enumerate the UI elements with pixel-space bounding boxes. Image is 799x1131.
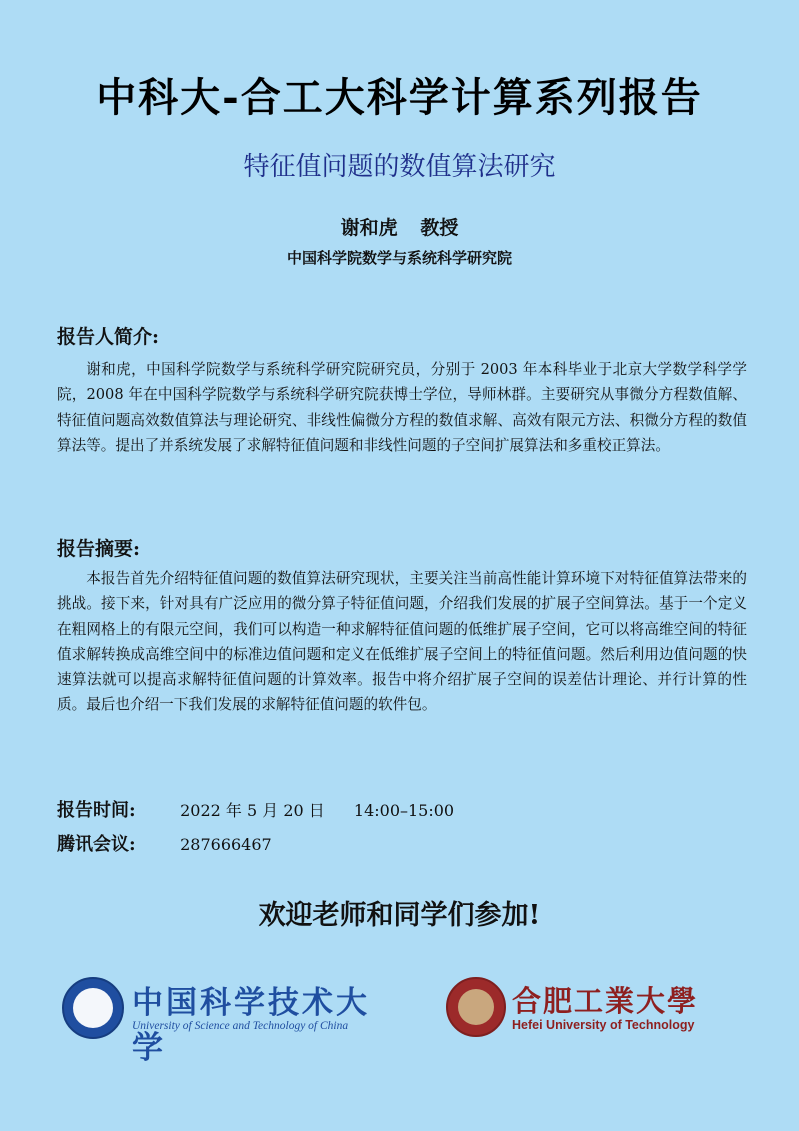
time-hours: 14:00–15:00 [353,801,455,820]
speaker-affiliation: 中国科学院数学与系统科学研究院 [286,249,512,267]
speaker-position: 教授 [420,217,459,239]
abstract-text: 本报告首先介绍特征值问题的数值算法研究现状，主要关注当前高性能计算环境下对特征值算法带来的挑战。接下来，针对具有广泛应用的微分算子特征值问题，介绍我们发展的扩展子空间算法。基于一个定义在粗网格上的有限元空间，我们可以构造一种求解特征值问题的低维扩展子空间，它可以将高维空间的特征值求解转换成高维空间中的标准边值问题和定义在低维扩展子空间上的特征值问题。然后利用边值问题的快速算法就可以提高求解特征值问题的计算效率。报告中将介绍扩展子空间的误差估计理论、并行计算的性质。最后也介绍一下我们发展的求解特征值问题的软件包。 [57,570,747,714]
ustc-name-cn: 中国科学技术大学 [132,985,370,1066]
bio-text: 谢和虎，中国科学院数学与系统科学研究院研究员，分别于 2003 年本科毕业于北京大学数学科学学院，2008 年在中国科学院数学与系统科学研究院获博士学位，导师林群。主要研究从事微分方程数值解、特征值问题高效数值算法与理论研究、非线性偏微分方程的数值求解、高效有限元方法、积微分方程的数值算法等。提出了并系统发展了求解特征值问题和非线性问题的子空间扩展算法和多重校正算法。 [57,361,747,454]
bio-heading: 报告人简介: [57,326,160,348]
abstract-heading: 报告摘要: [57,538,141,560]
meeting-id: 287666467 [180,835,272,854]
ustc-logo [62,975,402,1066]
speaker-name: 谢和虎 [340,217,398,239]
ustc-name-en: University of Science and Technology of China [132,1020,349,1032]
speaker [0,213,799,240]
hfut-name-cn: 合肥工業大學 [512,984,699,1018]
hfut-name-en: Hefei University of Technology [512,1018,695,1032]
time-label: 报告时间: [57,800,136,821]
talk-title: 特征值问题的数值算法研究 [243,152,556,182]
ustc-seal-icon [62,977,124,1039]
hfut-seal-icon [446,977,506,1037]
time-row [57,796,454,822]
meeting-row [57,830,272,856]
time-date: 2022 年 5 月 20 日 [180,801,325,820]
meeting-label: 腾讯会议: [57,834,136,855]
welcome-message: 欢迎老师和同学们参加! [258,900,541,931]
page-title: 中科大-合工大科学计算系列报告 [96,74,703,121]
hfut-logo [446,975,746,1045]
